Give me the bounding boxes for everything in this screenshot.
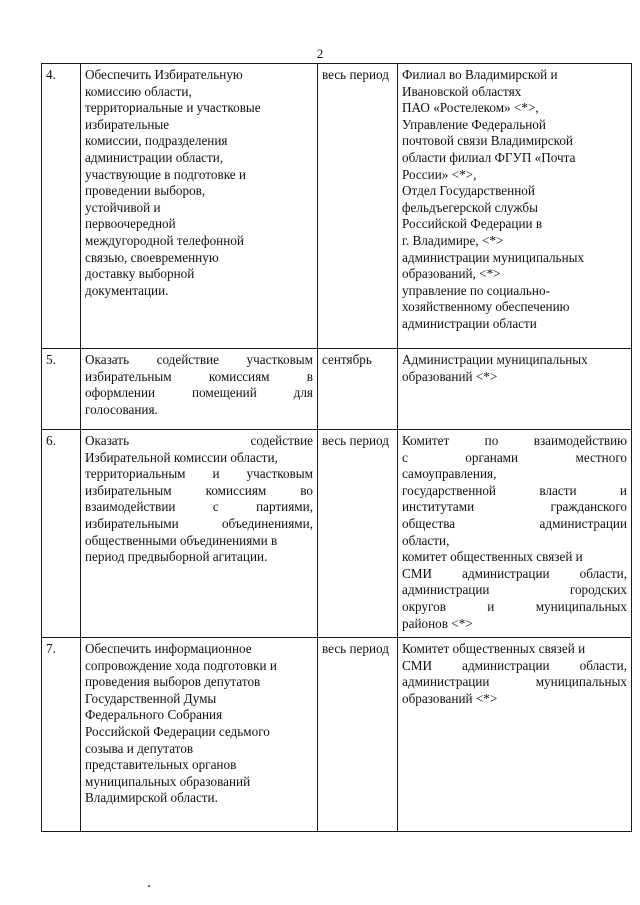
cell-line: оформлении помещений для <box>85 385 313 401</box>
table-row <box>42 638 632 832</box>
cell-line: образований <*> <box>402 368 498 384</box>
row-number: 5. <box>42 349 81 430</box>
cell-line: территориальным и участковым <box>85 466 313 482</box>
cell-line: взаимодействии с партиями, <box>85 499 313 515</box>
cell-line: Государственной Думы <box>85 690 217 706</box>
cell-line: комиссии, подразделения <box>85 133 228 149</box>
page-number: 2 <box>316 46 324 61</box>
cell-line: устойчивой и <box>85 199 161 215</box>
cell-line: проведения выборов депутатов <box>85 674 261 690</box>
term-cell: весь период <box>318 430 398 638</box>
cell-line: г. Владимире, <*> <box>402 232 504 248</box>
cell-line: Владимирской области. <box>85 790 218 806</box>
cell-line: с органами местного <box>402 449 627 465</box>
responsible-cell <box>398 64 632 349</box>
plan-table <box>41 63 632 832</box>
cell-line: территориальные и участковые <box>85 100 261 116</box>
cell-line: Оказать содействие <box>85 433 313 448</box>
cell-line: Администрации муниципальных <box>402 352 588 367</box>
cell-line: Комитет общественных связей и <box>402 641 586 656</box>
cell-line: междугородной телефонной <box>85 232 244 248</box>
cell-line: Филиал во Владимирской и <box>402 67 558 82</box>
cell-line: СМИ администрации области, <box>402 565 627 581</box>
task-cell <box>81 349 318 430</box>
cell-line: избирательным комиссиям во <box>85 482 313 498</box>
cell-line: период предвыборной агитации. <box>85 549 268 565</box>
row-number: 4. <box>42 64 81 349</box>
cell-line: Комитет по взаимодействию <box>402 433 627 448</box>
cell-line: Избирательной комиссии области, <box>85 449 278 465</box>
task-cell <box>81 638 318 832</box>
cell-line: Управление Федеральной <box>402 116 546 132</box>
responsible-cell <box>398 638 632 832</box>
cell-line: области, <box>402 532 450 548</box>
cell-line: России» <*>, <box>402 166 477 182</box>
cell-line: проведении выборов, <box>85 183 206 199</box>
task-cell <box>81 64 318 349</box>
cell-line: Обеспечить Избирательную <box>85 67 243 82</box>
term-cell: весь период <box>318 638 398 832</box>
cell-line: ПАО «Ростелеком» <*>, <box>402 100 539 116</box>
cell-line: комиссию области, <box>85 83 192 99</box>
cell-line: комитет общественных связей и <box>402 549 583 565</box>
term-cell: весь период <box>318 64 398 349</box>
cell-line: Оказать содействие участковым <box>85 352 313 367</box>
cell-line: первоочередной <box>85 216 176 232</box>
cell-line: избирательные <box>85 116 170 132</box>
cell-line: Федерального Собрания <box>85 707 223 723</box>
table-row <box>42 430 632 638</box>
cell-line: образований, <*> <box>402 266 501 282</box>
cell-line: Российской Федерации седьмого <box>85 723 270 739</box>
cell-line: администрации области, <box>85 149 224 165</box>
cell-line: управление по социально- <box>402 282 550 298</box>
cell-line: представительных органов <box>85 757 237 773</box>
term-cell: сентябрь <box>318 349 398 430</box>
cell-line: созыва и депутатов <box>85 740 194 756</box>
table-row <box>42 349 632 430</box>
cell-line: избирательным комиссиям в <box>85 368 313 384</box>
cell-line: избирательными объединениями, <box>85 515 313 531</box>
responsible-cell <box>398 430 632 638</box>
cell-line: институтами гражданского <box>402 499 627 515</box>
cell-line: Российской Федерации в <box>402 216 543 232</box>
row-number: 7. <box>42 638 81 832</box>
cell-line: самоуправления, <box>402 466 497 482</box>
cell-line: Обеспечить информационное <box>85 641 252 656</box>
cell-line: доставку выборной <box>85 266 195 282</box>
cell-line: администрации городских <box>402 582 627 598</box>
cell-line: администрации муниципальных <box>402 674 627 690</box>
cell-line: голосования. <box>85 401 158 417</box>
cell-line: почтовой связи Владимирской <box>402 133 573 149</box>
cell-line: общества администрации <box>402 515 627 531</box>
cell-line: документации. <box>85 282 169 298</box>
row-number: 6. <box>42 430 81 638</box>
cell-line: сопровождение хода подготовки и <box>85 657 277 673</box>
cell-line: образований <*> <box>402 690 498 706</box>
cell-line: государственной власти и <box>402 482 627 498</box>
cell-line: Ивановской областях <box>402 83 522 99</box>
cell-line: Отдел Государственной <box>402 183 535 199</box>
responsible-cell <box>398 349 632 430</box>
cell-line: хозяйственному обеспечению <box>402 299 570 315</box>
cell-line: области филиал ФГУП «Почта <box>402 149 576 165</box>
cell-line: связью, своевременную <box>85 249 219 265</box>
cell-line: муниципальных образований <box>85 773 251 789</box>
cell-line: общественными объединениями в <box>85 532 278 548</box>
table-row <box>42 64 632 349</box>
cell-line: администрации области <box>402 315 537 331</box>
cell-line: участвующие в подготовке и <box>85 166 246 182</box>
task-cell <box>81 430 318 638</box>
cell-line: фельдъегерской службы <box>402 199 538 215</box>
scan-speck <box>148 885 150 887</box>
cell-line: СМИ администрации области, <box>402 657 627 673</box>
cell-line: округов и муниципальных <box>402 598 627 614</box>
cell-line: районов <*> <box>402 615 473 631</box>
cell-line: администрации муниципальных <box>402 249 585 265</box>
